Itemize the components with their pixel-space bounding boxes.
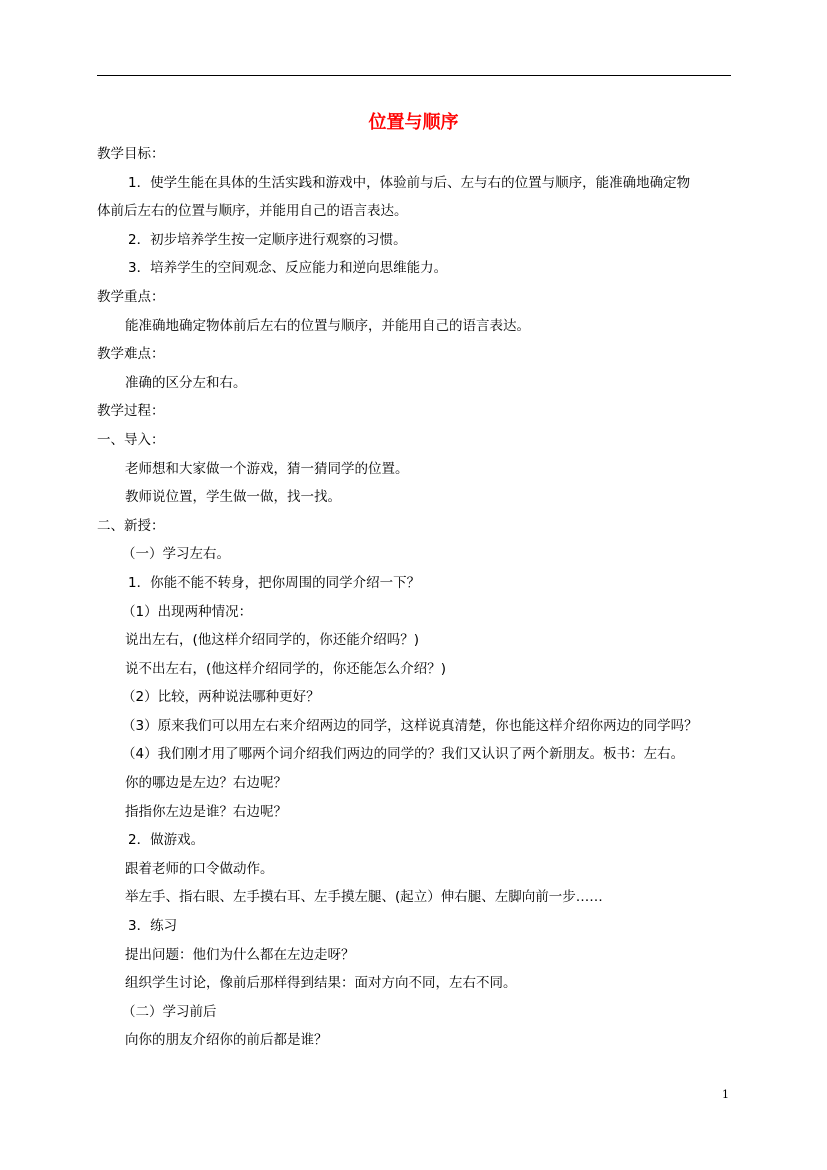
step-2-actions: 举左手、指右眼、左手摸右耳、左手摸左腿、(起立）伸右腿、左脚向前一步…… xyxy=(125,889,603,906)
step-1-case-a: 说出左右，(他这样介绍同学的，你还能介绍吗？) xyxy=(125,632,420,649)
section-heading-difficulties: 教学难点： xyxy=(97,346,165,363)
part-2-question: 向你的朋友介绍你的前后都是谁？ xyxy=(125,1032,328,1049)
page-number: 1 xyxy=(722,1088,729,1101)
step-1-sub-3: （3）原来我们可以用左右来介绍两边的同学，这样说真清楚，你也能这样介绍你两边的同学吗？ xyxy=(122,717,698,734)
section-heading-objectives: 教学目标： xyxy=(97,146,165,162)
section-heading-key-points: 教学重点： xyxy=(97,288,165,305)
step-1-case-b: 说不出左右，(他这样介绍同学的，你还能怎么介绍？) xyxy=(125,660,447,677)
objective-2: 2．初步培养学生按一定顺序进行观察的习惯。 xyxy=(128,231,407,248)
step-3-question: 提出问题：他们为什么都在左边走呀？ xyxy=(125,946,355,963)
objective-1-line-2: 体前后左右的位置与顺序，并能用自己的语言表达。 xyxy=(97,203,408,220)
step-3-heading: 3．练习 xyxy=(128,918,178,935)
header-rule xyxy=(97,75,731,76)
section-heading-process: 教学过程： xyxy=(97,403,165,420)
part-1-heading: （一）学习左右。 xyxy=(122,546,230,563)
objective-1-line-1: 1．使学生能在具体的生活实践和游戏中，体验前与后、左与右的位置与顺序，能准确地确定物 xyxy=(128,174,691,191)
document-body xyxy=(97,140,737,1055)
step-1-question: 1．你能不能不转身，把你周围的同学介绍一下？ xyxy=(128,574,421,591)
subheading-new-lesson: 二、新授： xyxy=(97,517,165,534)
question-point-left: 指指你左边是谁？右边呢？ xyxy=(125,803,287,820)
step-3-discussion: 组织学生讨论，像前后那样得到结果：面对方向不同，左右不同。 xyxy=(125,975,517,992)
step-2-heading: 2．做游戏。 xyxy=(128,832,205,849)
question-left: 你的哪边是左边？右边呢？ xyxy=(125,775,287,792)
key-point-text: 能准确地确定物体前后左右的位置与顺序，并能用自己的语言表达。 xyxy=(125,317,530,334)
step-1-sub-2: （2）比较，两种说法哪种更好？ xyxy=(122,689,320,706)
document-title: 位置与顺序 xyxy=(368,112,459,133)
step-1-sub-4: （4）我们刚才用了哪两个词介绍我们两边的同学的？我们又认识了两个新朋友。板书：左右。 xyxy=(122,746,685,763)
intro-line-2: 教师说位置，学生做一做，找一找。 xyxy=(125,489,341,506)
objective-3: 3．培养学生的空间观念、反应能力和逆向思维能力。 xyxy=(128,260,448,277)
part-2-heading: （二）学习前后 xyxy=(122,1003,217,1020)
intro-line-1: 老师想和大家做一个游戏，猜一猜同学的位置。 xyxy=(125,460,409,477)
subheading-intro: 一、导入： xyxy=(97,431,165,448)
step-2-instruction: 跟着老师的口令做动作。 xyxy=(125,860,274,877)
step-1-sub-1: （1）出现两种情况： xyxy=(122,603,253,620)
difficulty-text: 准确的区分左和右。 xyxy=(125,374,247,391)
